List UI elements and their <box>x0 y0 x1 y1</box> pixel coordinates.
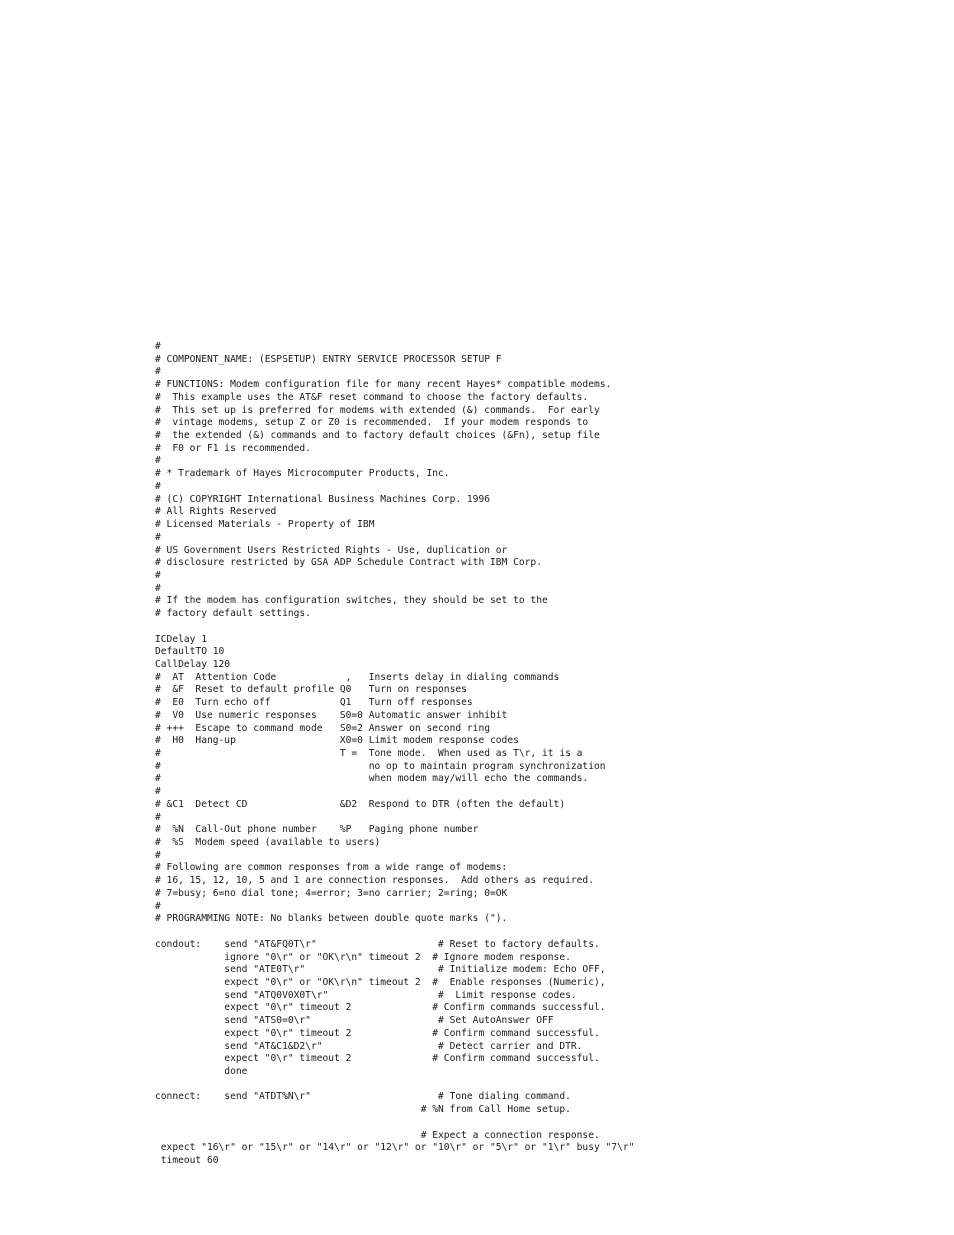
code-line: send "ATS0=0\r" # Set AutoAnswer OFF <box>155 1015 554 1027</box>
code-line: done <box>155 1065 248 1077</box>
code-line: # <box>155 341 161 352</box>
code-line: # when modem may/will echo the commands. <box>155 773 589 785</box>
code-line: # <box>155 849 161 861</box>
code-line <box>155 621 935 634</box>
code-line: # This set up is preferred for modems with extended (&) commands. For early <box>155 404 600 416</box>
code-line: timeout 60 <box>155 1155 219 1166</box>
code-line: connect: send "ATDT%N\r" # Tone dialing command. <box>155 1091 571 1103</box>
code-line: # * Trademark of Hayes Microcomputer Products, Inc. <box>155 468 450 480</box>
code-line: # <box>155 531 161 543</box>
code-line: CallDelay 120 <box>155 658 231 670</box>
code-line: DefaultTO 10 <box>155 646 225 658</box>
code-line: # %N from Call Home setup. <box>155 1104 571 1116</box>
code-line <box>155 1079 935 1092</box>
code-line: # <box>155 366 161 378</box>
code-line: # Licensed Materials - Property of IBM <box>155 519 375 531</box>
code-line: # factory default settings. <box>155 608 311 620</box>
code-line: # FUNCTIONS: Modem configuration file for many recent Hayes* compatible modems. <box>155 379 612 391</box>
code-line: # <box>155 811 161 823</box>
code-line: # <box>155 455 161 467</box>
code-line: # T = Tone mode. When used as T\r, it is a <box>155 748 583 759</box>
code-line: # %S Modem speed (available to users) <box>155 837 381 849</box>
code-line: # F0 or F1 is recommended. <box>155 442 311 454</box>
code-line: # no op to maintain program synchronization <box>155 760 606 772</box>
code-line: # the extended (&) commands and to factory default choices (&Fn), setup file <box>155 430 600 442</box>
code-line: # US Government Users Restricted Rights - Use, duplication or <box>155 544 508 556</box>
code-line: send "ATE0T\r" # Initialize modem: Echo OFF, <box>155 964 606 976</box>
code-line: # +++ Escape to command mode S0=2 Answer on second ring <box>155 722 491 734</box>
code-line: expect "0\r" timeout 2 # Confirm command successful. <box>155 1053 600 1065</box>
code-line: condout: send "AT&FQ0T\r" # Reset to factory defaults. <box>155 938 600 950</box>
code-line: # <box>155 786 161 798</box>
modem-config-listing <box>155 341 935 1168</box>
code-line: # If the modem has configuration switches, they should be set to the <box>155 595 548 607</box>
code-line: ignore "0\r" or "OK\r\n" timeout 2 # Ignore modem response. <box>155 951 571 963</box>
code-line: expect "0\r" timeout 2 # Confirm commands successful. <box>155 1002 606 1014</box>
code-line: expect "0\r" or "OK\r\n" timeout 2 # Enable responses (Numeric), <box>155 976 606 988</box>
code-line: # 7=busy; 6=no dial tone; 4=error; 3=no carrier; 2=ring; 0=OK <box>155 887 508 899</box>
code-line: # vintage modems, setup Z or Z0 is recommended. If your modem responds to <box>155 417 589 429</box>
code-line: send "ATQ0V0X0T\r" # Limit response codes. <box>155 989 577 1001</box>
code-line: # Following are common responses from a wide range of modems: <box>155 862 508 874</box>
code-line: # H0 Hang-up X0=0 Limit modem response codes <box>155 735 519 747</box>
code-line: send "AT&C1&D2\r" # Detect carrier and DTR. <box>155 1040 583 1052</box>
code-line: # V0 Use numeric responses S0=0 Automatic answer inhibit <box>155 709 508 721</box>
code-line: # <box>155 582 161 594</box>
code-line: # All Rights Reserved <box>155 506 277 518</box>
code-line: # %N Call-Out phone number %P Paging phone number <box>155 824 479 836</box>
code-line: # COMPONENT_NAME: (ESPSETUP) ENTRY SERVICE PROCESSOR SETUP F <box>155 353 502 365</box>
code-line: # PROGRAMMING NOTE: No blanks between double quote marks ("). <box>155 913 508 925</box>
code-line: # E0 Turn echo off Q1 Turn off responses <box>155 697 473 709</box>
code-line: # &F Reset to default profile Q0 Turn on responses <box>155 684 467 696</box>
code-line: # <box>155 569 161 581</box>
code-line <box>155 926 935 939</box>
code-line: # (C) COPYRIGHT International Business Machines Corp. 1996 <box>155 493 491 505</box>
code-line: expect "0\r" timeout 2 # Confirm command successful. <box>155 1027 600 1039</box>
code-line: # This example uses the AT&F reset command to choose the factory defaults. <box>155 391 589 403</box>
code-line: # <box>155 480 161 492</box>
code-line: expect "16\r" or "15\r" or "14\r" or "12\r" or "10\r" or "5\r" or "1\r" busy "7\r" <box>155 1142 635 1154</box>
code-line: # disclosure restricted by GSA ADP Schedule Contract with IBM Corp. <box>155 557 542 569</box>
code-line: ICDelay 1 <box>155 633 207 645</box>
code-line: # &C1 Detect CD &D2 Respond to DTR (often the default) <box>155 798 566 810</box>
code-line: # AT Attention Code , Inserts delay in dialing commands <box>155 671 560 683</box>
code-line: # Expect a connection response. <box>155 1129 600 1141</box>
code-line: # 16, 15, 12, 10, 5 and 1 are connection responses. Add others as required. <box>155 875 594 887</box>
code-line: # <box>155 900 161 912</box>
code-line <box>155 1117 935 1130</box>
